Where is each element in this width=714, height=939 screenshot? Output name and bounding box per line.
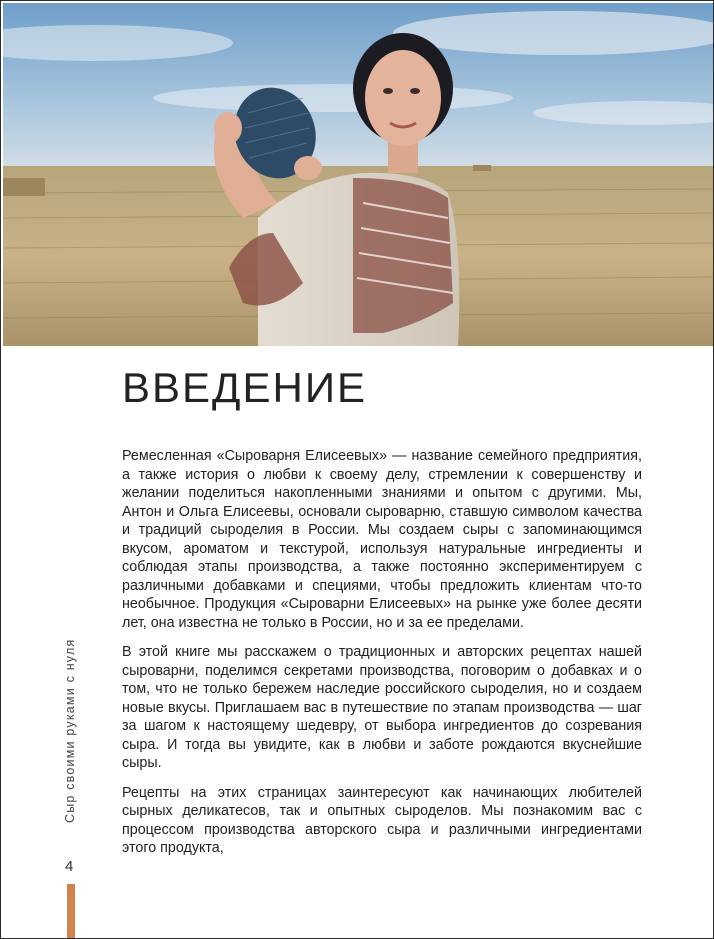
paragraph: Ремесленная «Сыроварня Елисеевых» — название семейного предприятия, а также история о любви к своему делу, стремлении к совершенству и желании поделиться накопленными знаниями и опытом с другими. Мы, Антон и Ольга Елисеевы, основали сыроварню, ставшую символом качества и традиций сыроделия в России. Мы создаем сыры с запоминающимся вкусом, ароматом и текстурой, используя натуральные ингредиенты и соблюдая этапы производства, а также постоянно экспериментируем с различными добавками и специями, чтобы предложить клиентам что-то необычное. Продукция «Сыроварни Елисеевых» на рынке уже более десяти лет, она известна не только в России, но и за ее пределами. [122,448,642,631]
accent-bar [67,884,75,939]
running-title: Сыр своими руками с нуля [63,638,77,823]
page-number: 4 [65,858,74,875]
paragraph: Рецепты на этих страницах заинтересуют как начинающих любителей сырных деликатесов, так и опытных сыроделов. Мы познакомим вас с процессом производства авторского сыра и различными ингредиентами этого продукта, [122,784,642,856]
chapter-heading: ВВЕДЕНИЕ [122,364,368,411]
woman-in-field-photo-icon [3,3,713,346]
header-photo [3,3,713,346]
paragraph: В этой книге мы расскажем о традиционных и авторских рецептах нашей сыроварни, поделимся секретами производства, поговорим о добавках и о том, что не только бережем наследие российского сыроделия, но и создаем новые вкусы. Приглашаем вас в путешествие по этапам производства — шаг за шагом к настоящему шедевру, от выбора ингредиентов до созревания сыра. И тогда вы увидите, как в любви и заботе рождаются вкуснейшие сыры. [122,644,642,771]
body-text [122,447,642,869]
